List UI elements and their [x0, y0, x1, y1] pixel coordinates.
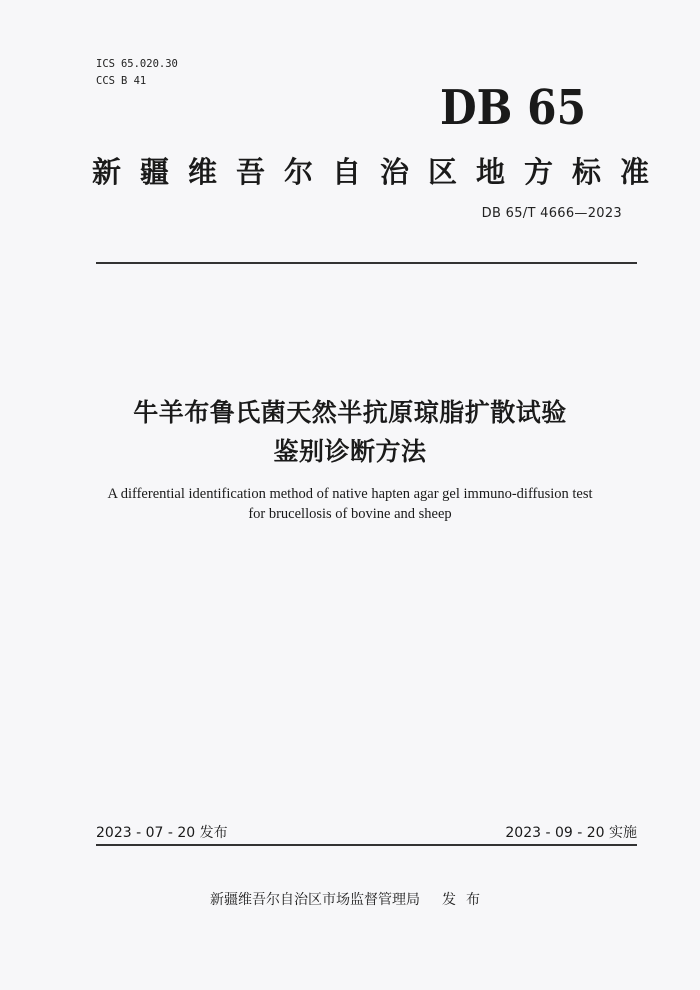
db65-logo: [440, 84, 590, 130]
ccs-label: CCS: [96, 75, 115, 87]
db65-logo-text: DB 65: [440, 84, 586, 130]
classification-codes: [96, 56, 178, 90]
issuer-line: [0, 889, 700, 909]
implementation-date: 2023 - 09 - 20 实施: [505, 825, 637, 841]
header-divider: [96, 262, 637, 264]
ccs-row: [96, 73, 178, 90]
footer-divider: [96, 844, 637, 846]
ics-label: ICS: [96, 58, 115, 70]
title-cn-line2: 鉴别诊断方法: [273, 437, 427, 466]
ics-row: [96, 56, 178, 73]
standard-number: DB 65/T 4666—2023: [481, 206, 622, 221]
ics-code: 65.020.30: [120, 58, 178, 70]
title-en-line2: for brucellosis of bovine and sheep: [248, 506, 452, 522]
standard-type-heading: 新疆维吾尔自治区地方标准: [92, 155, 669, 189]
title-en-line1: A differential identification method of native hapten agar gel immuno-diffusion test: [107, 486, 593, 502]
issuer-name: 新疆维吾尔自治区市场监督管理局: [210, 892, 420, 908]
issue-date: 2023 - 07 - 20 发布: [96, 825, 228, 841]
ccs-code: B 41: [120, 75, 147, 87]
issuer-action: 发布: [442, 892, 490, 908]
title-cn-line1: 牛羊布鲁氏菌天然半抗原琼脂扩散试验: [133, 398, 567, 427]
